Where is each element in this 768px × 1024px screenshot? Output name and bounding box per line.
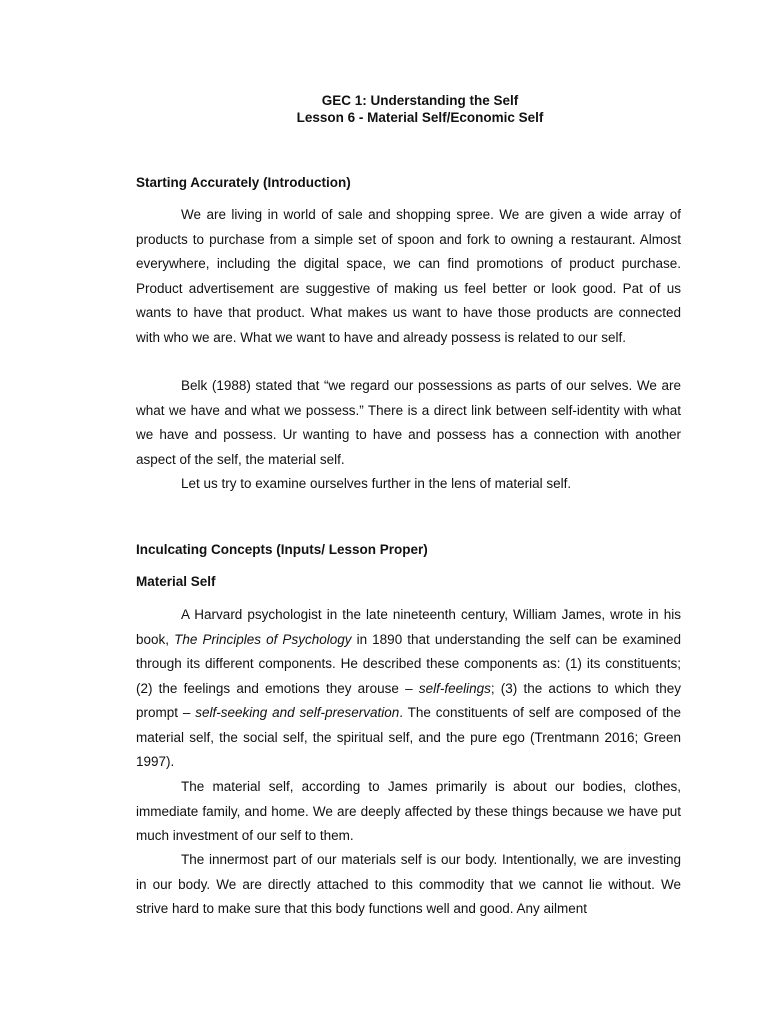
p1-text-c: ; (3) the actions to which they prompt – — [136, 680, 681, 720]
p1-text-b: in 1890 that understanding the self can be examined through its different components. He described these components as: (1) its constituents; (2) the feelings and emotions they arouse – — [136, 631, 681, 696]
intro-paragraph-1: We are living in world of sale and shopping spree. We are given a wide array of products to purchase from a simple set of spoon and fork to owning a restaurant. Almost everywhere, including the digital space, we can find promotions of product purchase. Product advertisement are suggestive of making us feel better or look good. Pat of us wants to have that product. What makes us want to have those products are connected with who we are. What we want to have and already possess is related to our self. — [136, 207, 681, 345]
p1-text-a: A Harvard psychologist in the late nineteenth century, William James, wrote in his book, — [136, 607, 681, 647]
book-title: The Principles of Psychology — [174, 631, 352, 647]
lesson-paragraph-2: The material self, according to James primarily is about our bodies, clothes, immediate family, and home. We are deeply affected by these things because we have put much investment of our self to them. — [136, 779, 681, 843]
lesson-paragraph-1 — [136, 603, 681, 775]
section-heading-lesson-proper: Inculcating Concepts (Inputs/ Lesson Proper) — [136, 542, 428, 557]
p1-text-d: . The constituents of self are composed of the material self, the social self, the spiritual self, and the pure ego (Trentmann 2016; Green 1997). — [136, 705, 681, 769]
course-title: GEC 1: Understanding the Self — [321, 93, 519, 108]
subheading-material-self: Material Self — [136, 574, 216, 589]
self-feelings-term: self-feelings — [418, 680, 491, 696]
self-seeking-term: self-seeking and self-preservation — [195, 705, 400, 720]
lesson-paragraph-3: The innermost part of our materials self is our body. Intentionally, we are investing in our body. We are directly attached to this commodity that we cannot lie without. We strive hard to make sure that this body functions well and good. Any ailment — [136, 852, 681, 916]
lesson-title: Lesson 6 - Material Self/Economic Self — [296, 110, 544, 125]
document-title — [0, 92, 768, 126]
intro-paragraph-3: Let us try to examine ourselves further in the lens of material self. — [181, 476, 572, 491]
section-heading-introduction: Starting Accurately (Introduction) — [136, 175, 351, 190]
intro-paragraph-2: Belk (1988) stated that “we regard our possessions as parts of our selves. We are what we have and what we possess.” There is a direct link between self-identity with what we have and possess. Ur wanting to have and possess has a connection with another aspect of the self, the material self. — [136, 378, 681, 467]
